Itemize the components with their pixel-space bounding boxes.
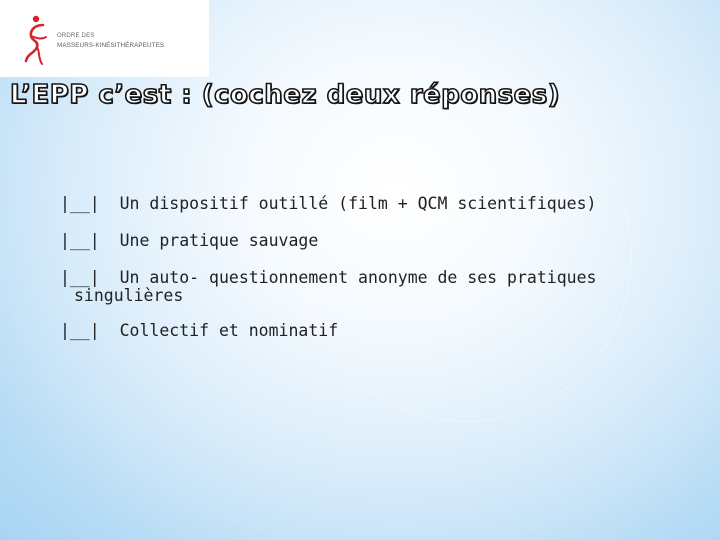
logo-line-2: MASSEURS-KINÉSITHÉRAPEUTES <box>57 42 165 49</box>
logo-figure-icon <box>22 14 52 66</box>
answer-text-3: Un auto- questionnement anonyme de ses pratiques <box>119 268 597 287</box>
checkbox-4[interactable]: |__| <box>60 321 110 340</box>
answer-text-3-continuation: singulières <box>74 286 184 305</box>
answer-option-1[interactable] <box>60 190 680 217</box>
logo-line-1: ORDRE DES <box>57 33 95 39</box>
logo <box>0 0 209 77</box>
checkbox-1[interactable]: |__| <box>60 194 110 213</box>
answer-text-4: Collectif et nominatif <box>119 321 339 340</box>
checkbox-2[interactable]: |__| <box>60 231 110 250</box>
checkbox-3[interactable]: |__| <box>60 268 110 287</box>
answer-text-1: Un dispositif outillé (film + QCM scientifiques) <box>119 194 597 213</box>
answer-text-2: Une pratique sauvage <box>119 231 319 250</box>
page-title: L’EPP c’est : (cochez deux réponses) <box>10 80 561 110</box>
answer-list <box>60 190 680 354</box>
answer-option-3[interactable] <box>60 264 680 307</box>
answer-option-4[interactable] <box>60 317 680 344</box>
answer-option-2[interactable] <box>60 227 680 254</box>
